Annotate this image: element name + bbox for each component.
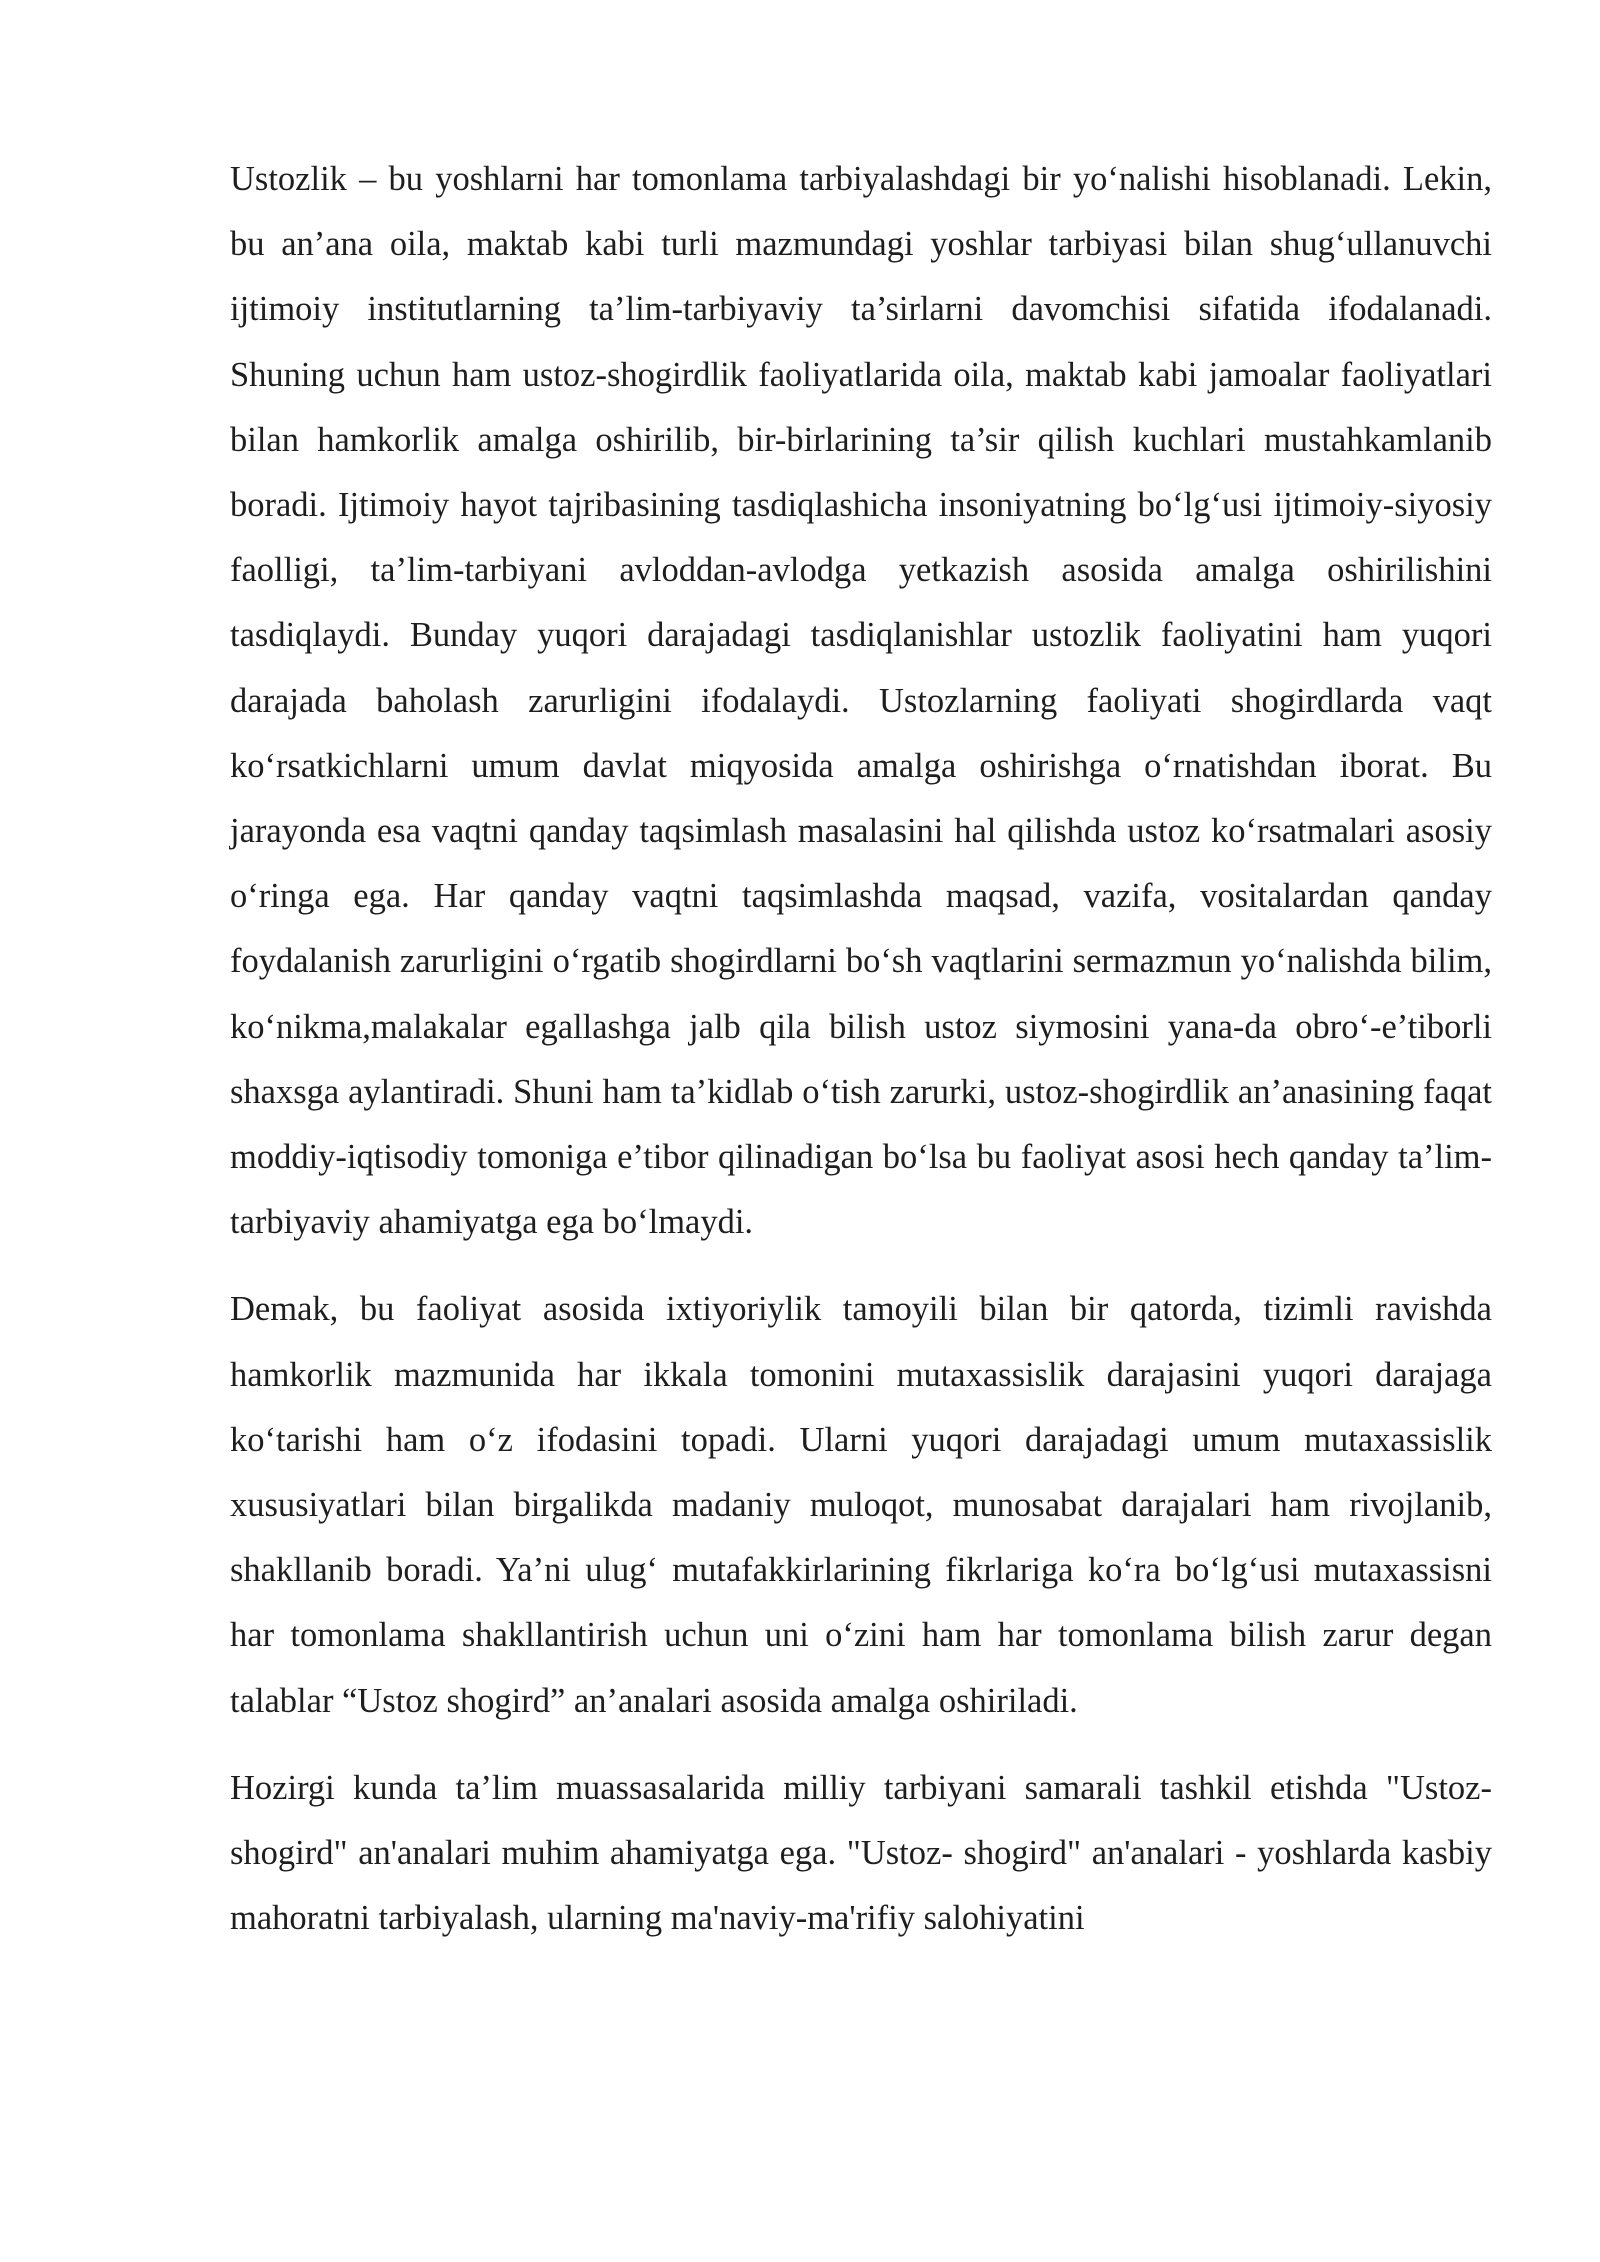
paragraph-2: Demak, bu faoliyat asosida ixtiyoriylik tamoyili bilan bir qatorda, tizimli ravishda hamkorlik mazmunida har ikkala tomonini mutaxassislik darajasini yuqori darajaga ko‘tarishi ham o‘z ifodasini topadi. Ularni yuqori darajadagi umum mutaxassislik xususiyatlari bilan birgalikda madaniy muloqot, munosabat darajalari ham rivojlanib, shakllanib boradi. Ya’ni ulug‘ mutafakkirlarining fikrlariga ko‘ra bo‘lg‘usi mutaxassisni har tomonlama shakllantirish uchun uni o‘zini ham har tomonlama bilish zarur degan talablar “Ustoz shogird” an’analari asosida amalga oshiriladi. [230, 1290, 1492, 1720]
paragraph-3: Hozirgi kunda ta’lim muassasalarida milliy tarbiyani samarali tashkil etishda "Ustoz-shogird" an'analari muhim ahamiyatga ega. "Ustoz- shogird" an'analari - yoshlarda kasbiy mahoratni tarbiyalash, ularning ma'naviy-ma'rifiy salohiyatini [230, 1768, 1492, 1938]
paragraph-1: Ustozlik – bu yoshlarni har tomonlama tarbiyalashdagi bir yo‘nalishi hisoblanadi. Lekin, bu an’ana oila, maktab kabi turli mazmundagi yoshlar tarbiyasi bilan shug‘ullanuvchi ijtimoiy institutlarning ta’lim-tarbiyaviy ta’sirlarni davomchisi sifatida ifodalanadi. Shuning uchun ham ustoz-shogirdlik faoliyatlarida oila, maktab kabi jamoalar faoliyatlari bilan hamkorlik amalga oshirilib, bir-birlarining ta’sir qilish kuchlari mustahkamlanib boradi. Ijtimoiy hayot tajribasining tasdiqlashicha insoniyatning bo‘lg‘usi ijtimoiy-siyosiy faolligi, ta’lim-tarbiyani avloddan-avlodga yetkazish asosida amalga oshirilishini tasdiqlaydi. Bunday yuqori darajadagi tasdiqlanishlar ustozlik faoliyatini ham yuqori darajada baholash zarurligini ifodalaydi. Ustozlarning faoliyati shogirdlarda vaqt ko‘rsatkichlarni umum davlat miqyosida amalga oshirishga o‘rnatishdan iborat. Bu jarayonda esa vaqtni qanday taqsimlash masalasini hal qilishda ustoz ko‘rsatmalari asosiy o‘ringa ega. Har qanday vaqtni taqsimlashda maqsad, vazifa, vositalardan qanday foydalanish zarurligini o‘rgatib shogirdlarni bo‘sh vaqtlarini sermazmun yo‘nalishda bilim, ko‘nikma,malakalar egallashga jalb qila bilish ustoz siymosini yana-da obro‘-e’tiborli shaxsga aylantiradi. Shuni ham ta’kidlab o‘tish zarurki, ustoz-shogirdlik an’anasining faqat moddiy-iqtisodiy tomoniga e’tibor qilinadigan bo‘lsa bu faoliyat asosi hech qanday ta’lim-tarbiyaviy ahamiyatga ega bo‘lmaydi. [230, 160, 1492, 1242]
document-body [230, 147, 1492, 1951]
